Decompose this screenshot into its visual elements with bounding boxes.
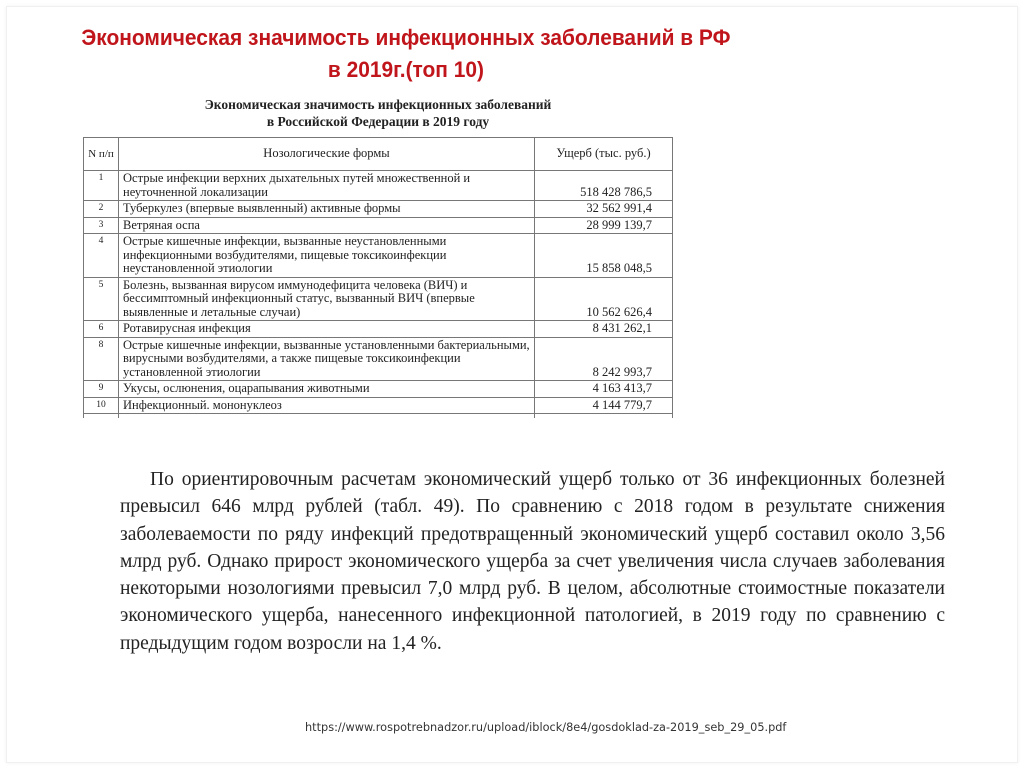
row-value: 518 428 786,5 <box>535 171 673 201</box>
row-value: 28 999 139,7 <box>535 217 673 234</box>
header-number: N п/п <box>84 138 119 171</box>
row-number: 4 <box>84 234 119 278</box>
row-form: Ротавирусная инфекция <box>119 321 535 338</box>
row-number: 8 <box>84 337 119 381</box>
row-value: 32 562 991,4 <box>535 201 673 218</box>
source-link[interactable]: https://www.rospotrebnadzor.ru/upload/iblock/8e4/gosdoklad-za-2019_seb_29_05.pdf <box>305 721 787 734</box>
header-value: Ущерб (тыс. руб.) <box>535 138 673 171</box>
tail-cell <box>119 414 535 419</box>
table-title <box>83 96 673 130</box>
row-number: 9 <box>84 381 119 398</box>
row-value: 10 562 626,4 <box>535 277 673 321</box>
table-row <box>84 201 673 218</box>
row-number: 10 <box>84 397 119 414</box>
row-number: 1 <box>84 171 119 201</box>
row-value: 4 163 413,7 <box>535 381 673 398</box>
table-title-line: в Российской Федерации в 2019 году <box>266 114 490 129</box>
row-form: Острые кишечные инфекции, вызванные неустановленными инфекционными возбудителями, пищевые токсикоинфекции неустановленной этиологии <box>119 234 535 278</box>
table-row <box>84 381 673 398</box>
row-value: 8 242 993,7 <box>535 337 673 381</box>
row-value: 8 431 262,1 <box>535 321 673 338</box>
table-header-row <box>84 138 673 171</box>
row-form: Болезнь, вызванная вирусом иммунодефицита человека (ВИЧ) и бессимптомный инфекционный статус, вызванный ВИЧ (впервые выявленные и летальные случаи) <box>119 277 535 321</box>
table-row <box>84 397 673 414</box>
row-value: 4 144 779,7 <box>535 397 673 414</box>
table-continuation <box>84 414 673 419</box>
table-row <box>84 217 673 234</box>
table-row <box>84 337 673 381</box>
summary-paragraph: По ориентировочным расчетам экономический ущерб только от 36 инфекционных болезней превысил 646 млрд рублей (табл. 49). По сравнению с 2018 годом в результате снижения заболеваемости по ряду инфекций предотвращенный экономический ущерб составил около 3,56 млрд руб. Однако прирост экономического ущерба за счет увеличения числа случаев заболевания некоторыми нозологиями превысил 7,0 млрд руб. В целом, абсолютные стоимостные показатели экономического ущерба, нанесенного инфекционной патологией, в 2019 году по сравнению с предыдущим годом возросли на 1,4 %. <box>120 469 945 654</box>
header-form: Нозологические формы <box>119 138 535 171</box>
row-number: 5 <box>84 277 119 321</box>
table-title-line: Экономическая значимость инфекционных заболеваний <box>204 97 552 112</box>
slide-title <box>20 22 792 86</box>
tail-cell <box>84 414 119 419</box>
row-number: 6 <box>84 321 119 338</box>
row-form: Острые кишечные инфекции, вызванные установленными бактериальными, вирусными возбудителями, а также пищевые токсикоинфекции установленной этиологии <box>119 337 535 381</box>
table-row <box>84 321 673 338</box>
row-form: Туберкулез (впервые выявленный) активные формы <box>119 201 535 218</box>
tail-cell <box>535 414 673 419</box>
row-value: 15 858 048,5 <box>535 234 673 278</box>
damage-table <box>83 137 673 418</box>
slide-title-line: в 2019г.(топ 10) <box>327 57 484 82</box>
table-row <box>84 277 673 321</box>
row-number: 3 <box>84 217 119 234</box>
table-row <box>84 234 673 278</box>
table-row <box>84 171 673 201</box>
row-form: Укусы, ослюнения, оцарапывания животными <box>119 381 535 398</box>
row-number: 2 <box>84 201 119 218</box>
slide-title-line: Экономическая значимость инфекционных заболеваний в РФ <box>81 25 731 50</box>
row-form: Ветряная оспа <box>119 217 535 234</box>
row-form: Инфекционный. мононуклеоз <box>119 397 535 414</box>
row-form: Острые инфекции верхних дыхательных путей множественной и неуточненной локализации <box>119 171 535 201</box>
